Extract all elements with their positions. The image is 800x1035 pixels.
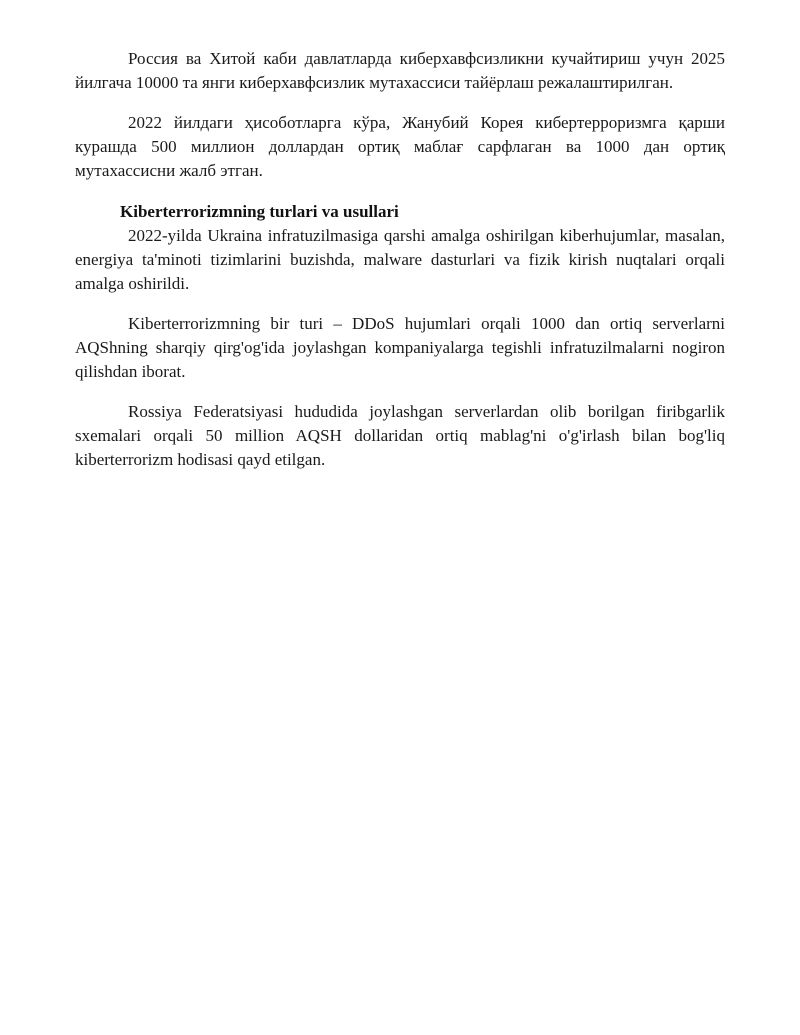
document-body	[75, 47, 725, 472]
paragraph-cybersecurity-specialists: Россия ва Хитой каби давлатларда киберхавфсизликни кучайтириш учун 2025 йилгача 10000 та янги киберхавфсизлик мутахассиси тайёрлаш режалаштирилган.	[75, 49, 725, 92]
paragraph-ukraine-attacks: 2022-yilda Ukraina infratuzilmasiga qarshi amalga oshirilgan kiberhujumlar, masalan, energiya ta'minoti tizimlarini buzishda, malware dasturlari va fizik kirish nuqtalari orqali amalga oshirildi.	[75, 226, 725, 293]
paragraph-ddos-attacks: Kiberterrorizmning bir turi – DDoS hujumlari orqali 1000 dan ortiq serverlarni AQShning sharqiy qirg'og'ida joylashgan kompaniyalarga tegishli infratuzilmalarni nogiron qilishdan iborat.	[75, 314, 725, 381]
paragraph-south-korea-report: 2022 йилдаги ҳисоботларга кўра, Жанубий Корея кибертерроризмга қарши курашда 500 миллион доллардан ортиқ маблағ сарфлаган ва 1000 дан ортиқ мутахассисни жалб этган.	[75, 113, 725, 180]
section-heading: Kiberterrorizmning turlari va usullari	[120, 202, 399, 221]
paragraph-fraud-schemes: Rossiya Federatsiyasi hududida joylashgan serverlardan olib borilgan firibgarlik sxemalari orqali 50 million AQSH dollaridan ortiq mablag'ni o'g'irlash bilan bog'liq kiberterrorizm hodisasi qayd etilgan.	[75, 402, 725, 469]
